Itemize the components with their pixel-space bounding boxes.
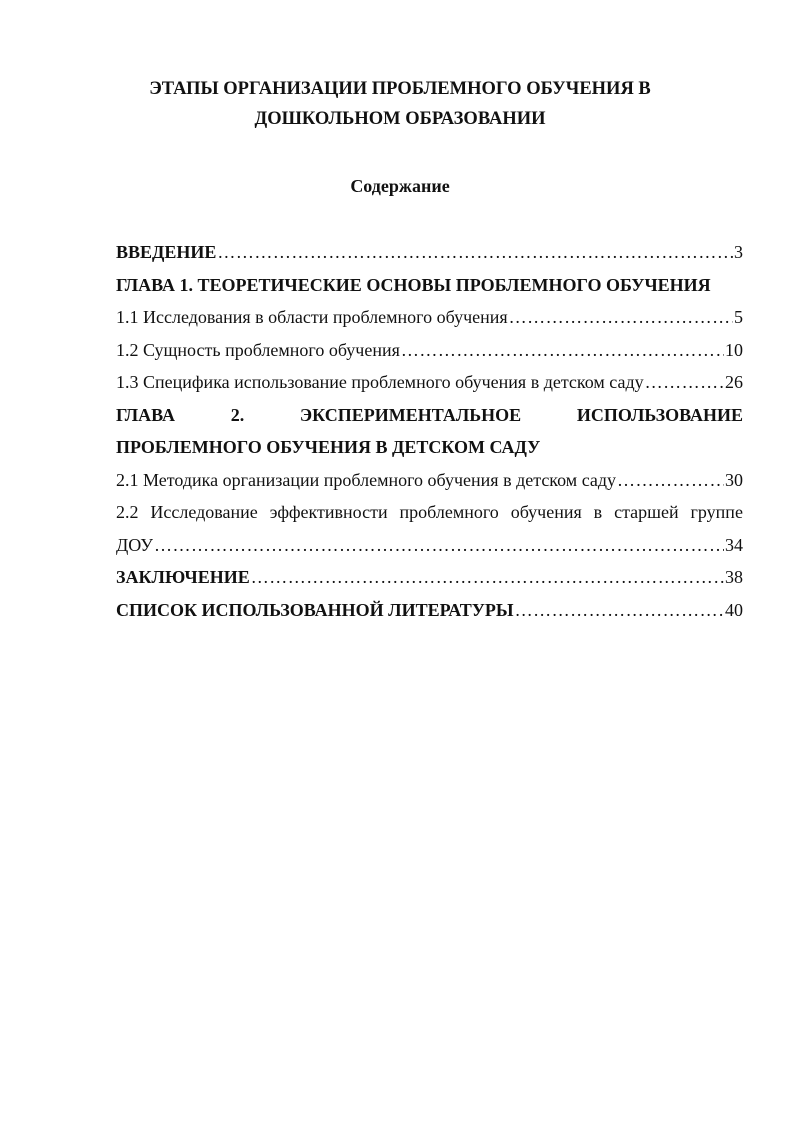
toc-leader-dots [515, 594, 724, 627]
toc-page-number: 5 [734, 307, 743, 327]
toc-heading: Содержание [350, 176, 450, 196]
toc-word: старшей [614, 502, 679, 522]
toc-entry-section-1-3 [116, 366, 743, 399]
toc-word: в [593, 502, 603, 522]
toc-word: 2.2 [116, 502, 139, 522]
toc-entry-section-2-2-line-1 [116, 496, 743, 529]
toc-page-number: 10 [725, 339, 743, 360]
toc-page-number: 38 [725, 567, 743, 587]
document-title [100, 74, 700, 134]
toc-entry-section-1-1 [116, 301, 743, 334]
toc-page-number: 26 [725, 372, 743, 392]
toc-entry-chapter-2-line-2: ПРОБЛЕМНОГО ОБУЧЕНИЯ В ДЕТСКОМ САДУ [116, 437, 541, 457]
toc-word: ИСПОЛЬЗОВАНИЕ [576, 404, 743, 425]
toc-leader-dots [401, 334, 724, 367]
toc-entry-section-2-2-line-2 [116, 529, 743, 562]
toc-entry-label: 1.3 Специфика использование проблемного обучения в детском саду [116, 372, 644, 392]
toc-entry-label: ДОУ [116, 534, 154, 555]
toc-word: 2. [230, 404, 245, 425]
toc-entry-label: ВВЕДЕНИЕ [116, 242, 217, 262]
toc-entry-label: 2.1 Методика организации проблемного обучения в детском саду [116, 469, 617, 490]
toc-word: Исследование [150, 502, 258, 522]
toc-entry-label: 1.1 Исследования в области проблемного обучения [116, 307, 508, 327]
toc-page-number: 30 [725, 469, 743, 490]
toc-leader-dots [154, 529, 724, 562]
toc-page-number: 34 [725, 534, 743, 555]
toc-entry-intro [116, 236, 743, 269]
document-title-line-2: ДОШКОЛЬНОМ ОБРАЗОВАНИИ [254, 109, 546, 129]
toc-leader-dots [617, 464, 724, 497]
toc-entry-label: 1.2 Сущность проблемного обучения [116, 339, 400, 360]
toc-leader-dots [509, 301, 733, 334]
toc-word: ГЛАВА [116, 404, 176, 425]
toc-entry-chapter-2-line-1 [116, 399, 743, 432]
toc-entry-label: ЗАКЛЮЧЕНИЕ [116, 567, 250, 587]
toc-entry-conclusion [116, 561, 743, 594]
toc-entry-label: СПИСОК ИСПОЛЬЗОВАННОЙ ЛИТЕРАТУРЫ [116, 599, 514, 620]
toc-word: обучения [510, 502, 582, 522]
table-of-contents [116, 236, 743, 626]
toc-word: ЭКСПЕРИМЕНТАЛЬНОЕ [299, 404, 522, 425]
toc-leader-dots [217, 236, 733, 269]
toc-word: группе [690, 502, 743, 522]
toc-entry-chapter-1: ГЛАВА 1. ТЕОРЕТИЧЕСКИЕ ОСНОВЫ ПРОБЛЕМНОГО ОБУЧЕНИЯ [116, 274, 711, 295]
toc-page-number: 40 [725, 599, 743, 620]
toc-entry-section-2-1 [116, 464, 743, 497]
toc-leader-dots [645, 366, 724, 399]
toc-entry-section-1-2 [116, 334, 743, 367]
toc-word: проблемного [399, 502, 499, 522]
toc-entry-references [116, 594, 743, 627]
toc-word: эффективности [269, 502, 388, 522]
toc-page-number: 3 [734, 242, 743, 262]
document-title-line-1: ЭТАПЫ ОРГАНИЗАЦИИ ПРОБЛЕМНОГО ОБУЧЕНИЯ В [149, 79, 651, 99]
toc-leader-dots [251, 561, 724, 594]
